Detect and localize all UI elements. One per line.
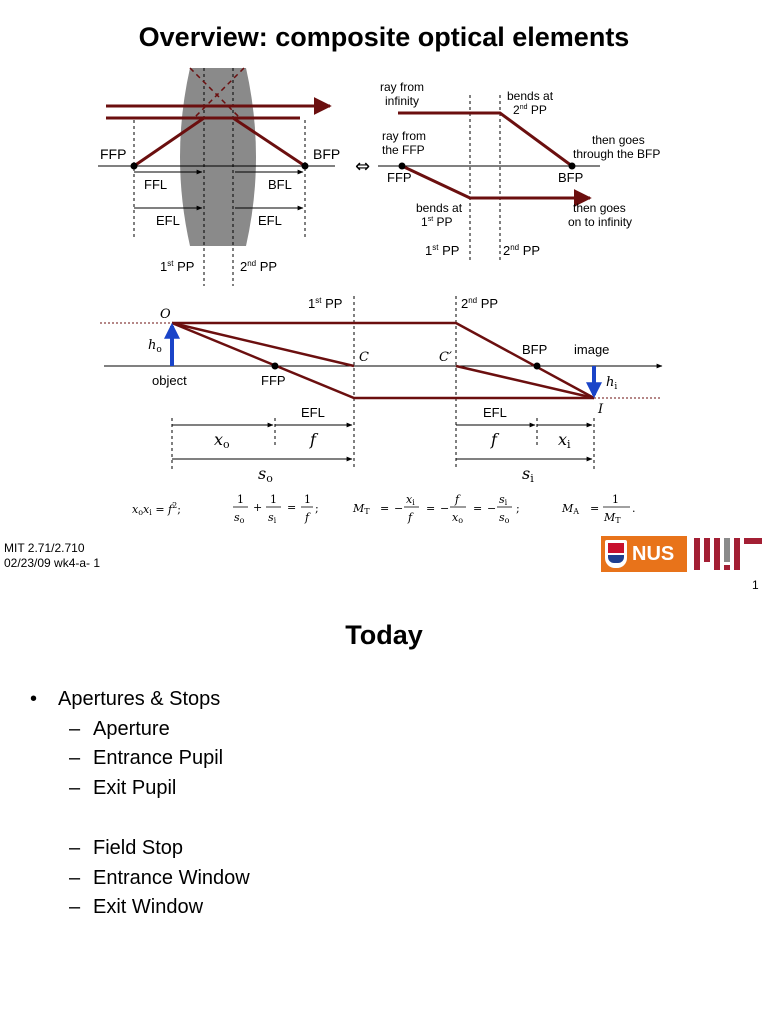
bullet-icon: • — [30, 688, 38, 710]
ffp-label-right: FFP — [387, 170, 412, 185]
bends-pp1-label-1: bends at — [416, 201, 463, 215]
svg-text:f: f — [408, 511, 413, 524]
pp1-label-bottom: 1st PP — [308, 296, 343, 311]
so-label: so — [258, 464, 273, 485]
svg-text:=: = — [473, 502, 483, 515]
svg-text:.: . — [632, 502, 636, 515]
svg-text:MT: MT — [353, 502, 370, 516]
o-label: O — [160, 307, 171, 322]
svg-text:−: − — [487, 502, 497, 515]
ray-infinity-label-1: ray from — [380, 80, 425, 94]
list-item — [69, 718, 170, 741]
list-item — [30, 688, 221, 711]
bfp-label-right: BFP — [558, 170, 584, 185]
i-label: I — [598, 402, 604, 417]
equations — [132, 493, 636, 525]
transverse-magnification-equation — [352, 493, 520, 525]
svg-text:1: 1 — [270, 493, 277, 506]
dash-icon: – — [69, 837, 81, 859]
ffp-label: FFP — [100, 146, 127, 162]
imaging-figure — [100, 296, 662, 485]
xi-label: xi — [558, 430, 571, 451]
ray-through-ffp — [172, 323, 594, 398]
svg-text:=: = — [287, 501, 297, 514]
composite-lens-figure — [98, 68, 340, 286]
list-item — [69, 747, 224, 770]
svg-text:si: si — [268, 511, 277, 525]
svg-text:f: f — [305, 511, 310, 524]
ray-ffp-label-1: ray from — [382, 129, 427, 143]
bends-pp2-label-2: 2nd PP — [513, 103, 547, 117]
svg-text:;: ; — [516, 502, 520, 515]
pp2-label-right: 2nd PP — [503, 243, 541, 258]
svg-text:MT: MT — [604, 511, 621, 525]
footer-date: 02/23/09 wk4-a- 1 — [4, 556, 101, 570]
then-bfp-label-2: through the BFP — [573, 147, 661, 161]
hi-label: $h_i$ — [606, 375, 618, 392]
svg-text:1: 1 — [612, 493, 619, 506]
list-item-label: Exit Pupil — [93, 777, 177, 799]
list-item — [69, 867, 250, 890]
bfp-point — [302, 163, 309, 170]
svg-text:;: ; — [315, 502, 319, 515]
svg-text:1: 1 — [304, 493, 311, 506]
bends-pp2-label-1: bends at — [507, 89, 554, 103]
list-item-label: Exit Window — [93, 896, 204, 918]
svg-text:xi: xi — [406, 493, 415, 507]
ffp-point — [131, 163, 138, 170]
page-number: 1 — [752, 578, 759, 592]
bfp-point-right — [569, 163, 576, 170]
list-item — [69, 777, 177, 800]
footer-course: MIT 2.71/2.710 — [4, 541, 85, 555]
xo-label: xo — [214, 430, 230, 451]
dash-icon: – — [69, 777, 81, 799]
svg-text:si: si — [499, 493, 508, 507]
bfp-point-bottom — [534, 363, 541, 370]
list-item — [69, 837, 184, 860]
svg-text:MA: MA — [562, 502, 580, 516]
bfp-label-bottom: BFP — [522, 342, 548, 357]
then-inf-label-2: on to infinity — [568, 215, 633, 229]
dash-icon: – — [69, 718, 81, 740]
pp1-label: 1st PP — [160, 259, 195, 274]
image-label: image — [574, 342, 610, 357]
bends-pp1-label-2: 1st PP — [421, 215, 453, 229]
pp1-label-right: 1st PP — [425, 243, 460, 258]
list-item-label: Entrance Window — [93, 867, 250, 889]
si-label: si — [522, 464, 534, 485]
efl-right-label: EFL — [258, 213, 282, 228]
ray-chief-out — [456, 366, 594, 398]
c-label: C — [359, 350, 369, 365]
ffp-point-right — [399, 163, 406, 170]
dash-icon: – — [69, 867, 81, 889]
slide2-title: Today — [345, 620, 423, 650]
ffp-point-bottom — [272, 363, 279, 370]
then-bfp-label-1: then goes — [592, 133, 645, 147]
svg-text:=: = — [590, 502, 600, 515]
then-inf-label-1: then goes — [573, 201, 626, 215]
slide-title: Overview: composite optical elements — [138, 22, 630, 52]
svg-text:xo: xo — [452, 511, 464, 525]
f-left-label: f — [310, 430, 316, 449]
ray-ffp-label-2: the FFP — [382, 143, 425, 157]
newton-equation: xoxi = $f^2$; — [132, 501, 181, 517]
lens-equation — [233, 493, 319, 525]
ffl-label: FFL — [144, 177, 168, 192]
optics-diagram — [0, 60, 768, 530]
c-prime-label: C′ — [439, 350, 452, 365]
nus-logo-text: NUS — [632, 543, 675, 565]
bfl-label: BFL — [268, 177, 292, 192]
efl-left-label-bottom: EFL — [301, 405, 325, 420]
object-label: object — [152, 373, 187, 388]
efl-right-label-bottom: EFL — [483, 405, 507, 420]
ray-infinity-label-2: infinity — [385, 94, 420, 108]
svg-text:so: so — [499, 511, 510, 525]
angular-magnification-equation — [561, 493, 636, 525]
svg-text:+: + — [253, 501, 263, 514]
f-right-label: f — [491, 430, 497, 449]
svg-text:so: so — [234, 511, 245, 525]
mit-logo — [694, 536, 762, 572]
dash-icon: – — [69, 747, 81, 769]
svg-text:=: = — [380, 502, 390, 515]
list-item-label: Aperture — [93, 718, 170, 740]
ffp-label-bottom: FFP — [261, 373, 286, 388]
list-item-label: Entrance Pupil — [93, 747, 224, 769]
list-item — [69, 896, 204, 919]
dash-icon: – — [69, 896, 81, 918]
principal-planes-figure — [378, 80, 660, 262]
bfp-label: BFP — [313, 146, 341, 162]
ray-parallel — [172, 323, 594, 398]
list-item-label: Field Stop — [93, 837, 184, 859]
nus-logo — [601, 536, 687, 572]
svg-text:1: 1 — [237, 493, 244, 506]
svg-text:f: f — [455, 493, 460, 506]
nus-shield-icon — [605, 540, 627, 568]
svg-text:=: = — [426, 502, 436, 515]
efl-left-label: EFL — [156, 213, 180, 228]
equivalence-symbol: ⇔ — [355, 156, 371, 177]
list-item-label: Apertures & Stops — [58, 688, 221, 710]
svg-text:−: − — [440, 502, 450, 515]
svg-text:−: − — [394, 502, 404, 515]
ho-label: $h_o$ — [148, 338, 162, 355]
pp2-label-bottom: 2nd PP — [461, 296, 499, 311]
pp2-label: 2nd PP — [240, 259, 278, 274]
